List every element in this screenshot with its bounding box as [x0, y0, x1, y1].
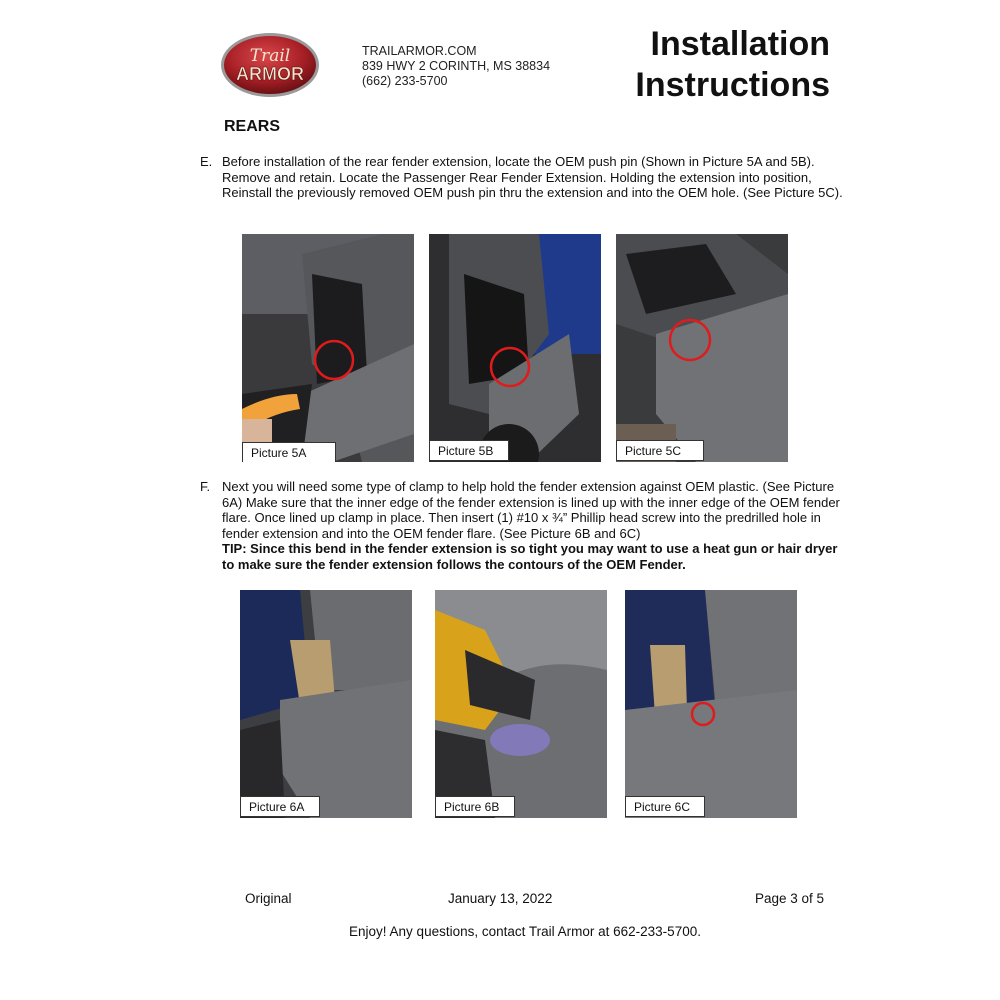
street-text: 839 HWY 2 CORINTH, MS 38834	[362, 59, 551, 73]
picture-5c-photo	[616, 234, 788, 462]
footer-contact: Enjoy! Any questions, contact Trail Armor at 662-233-5700.	[349, 924, 701, 939]
svg-text:ARMOR: ARMOR	[236, 64, 304, 84]
step-f	[200, 479, 845, 572]
step-e	[200, 154, 845, 201]
picture-6a-caption: Picture 6A	[240, 796, 320, 817]
phone-text: (662) 233-5700	[362, 74, 448, 88]
picture-6c-photo	[625, 590, 797, 818]
picture-5c-caption: Picture 5C	[616, 440, 704, 461]
step-letter: F.	[200, 479, 211, 494]
step-text: Before installation of the rear fender extension, locate the OEM push pin (Shown in Picture 5A and 5B). Remove and retain. Locate the Passenger Rear Fender Extension. Holding the extension into position, Reinstall the previously removed OEM push pin thru the extension and into the OEM hole. (See Picture 5C).	[222, 154, 843, 200]
picture-5b-caption: Picture 5B	[429, 440, 509, 461]
picture-5a-caption: Picture 5A	[242, 442, 336, 462]
trail-armor-logo	[220, 32, 320, 98]
svg-text:Trail: Trail	[249, 46, 291, 66]
step-letter: E.	[200, 154, 213, 169]
section-title: REARS	[224, 118, 281, 135]
document-title: Installation Instructions	[635, 25, 830, 104]
step-text: Next you will need some type of clamp to help hold the fender extension against OEM plastic. (See Picture 6A) Make sure that the inner edge of the fender extension is lined up with the inner edge of the OEM fender flare. Once lined up clamp in place. Then insert (1) #10 x ¾” Phillip head screw into the predrilled hole in fender extension and into the OEM fender flare. (See Picture 6B and 6C)	[222, 479, 840, 541]
picture-6a-photo	[240, 590, 412, 818]
picture-5b-photo	[429, 234, 601, 462]
footer-status: Original	[245, 891, 292, 906]
picture-6c-caption: Picture 6C	[625, 796, 705, 817]
company-address	[362, 44, 550, 89]
tip-text: TIP: Since this bend in the fender extension is so tight you may want to use a heat gun or hair dryer to make sure the fender extension follows the contours of the OEM Fender.	[222, 541, 838, 572]
footer-date: January 13, 2022	[448, 891, 553, 906]
website-text: TRAILARMOR.COM	[362, 44, 477, 58]
picture-6b-caption: Picture 6B	[435, 796, 515, 817]
footer-page-number: Page 3 of 5	[755, 891, 825, 906]
picture-6b-photo	[435, 590, 607, 818]
picture-5a-photo	[242, 234, 414, 462]
